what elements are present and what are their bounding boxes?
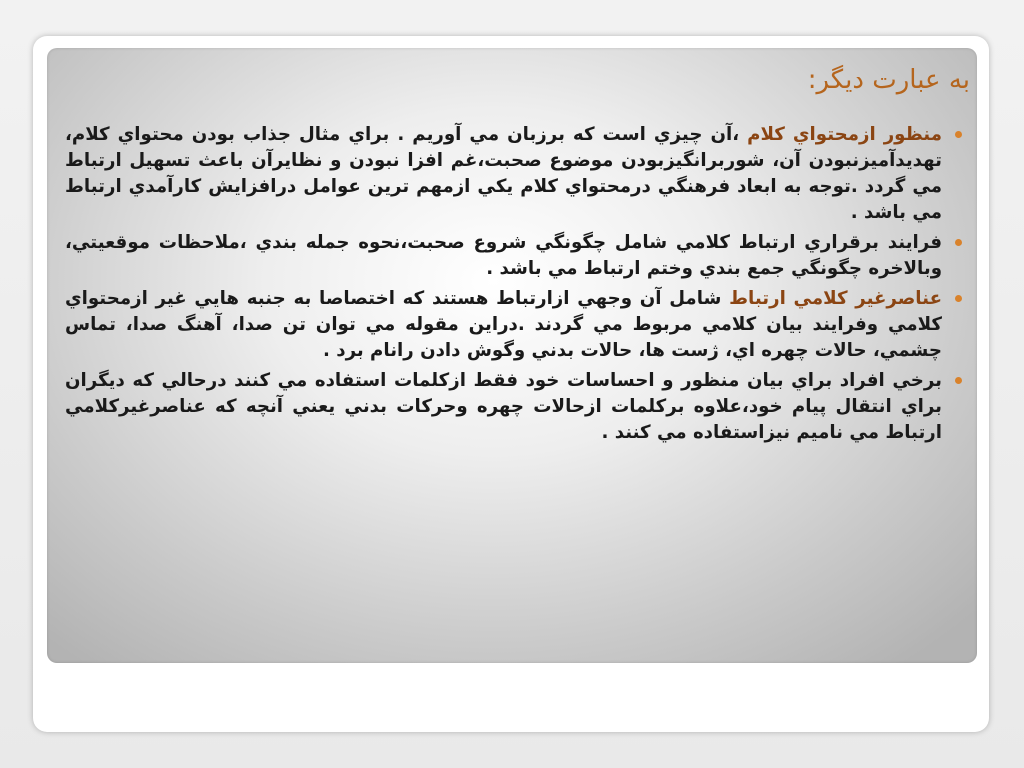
bullet-dot-icon (955, 131, 962, 138)
slide-title: به عبارت ديگر: (807, 65, 970, 95)
bullet-dot-icon (955, 295, 962, 302)
bullet-text: برخي افراد براي بيان منظور و احساسات خود فقط ازكلمات استفاده مي كنند درحالي كه ديگران براي انتقال پيام خود،علاوه بركلمات ازحالات چهره وحركات بدني يعني آنچه كه عناصرغيركلامي ارتباط مي ناميم نيزاستفاده مي كنند . (65, 370, 942, 443)
bullet-text: فرايند برقراري ارتباط كلامي شامل چگونگي شروع صحبت،نحوه جمله بندي ،ملاحظات موقعيتي، وبالاخره چگونگي جمع بندي وختم ارتباط مي باشد . (65, 232, 942, 279)
bullet-list (65, 122, 962, 450)
bullet-item-1 (65, 122, 962, 226)
bullet-highlight: عناصرغير كلامي ارتباط (729, 288, 942, 309)
bullet-text: شامل آن وجهي ازارتباط هستند كه اختصاصا به جنبه هايي غير ازمحتواي كلامي وفرايند بيان كلامي مربوط مي گردند .دراين مقوله مي توان تن صدا، آهنگ صدا، تماس چشمي، حالات چهره اي، ژست ها، حالات بدني وگوش دادن رانام برد . (65, 288, 942, 361)
bullet-highlight: منظور ازمحتواي كلام (747, 124, 942, 145)
bullet-dot-icon (955, 377, 962, 384)
bullet-text: ،آن چيزي است كه برزبان مي آوريم . براي مثال جذاب بودن محتواي كلام، تهديدآميزنبودن آن، شوربرانگيزبودن موضوع صحبت،غم افزا نبودن و نظايرآن باعث تسهيل ارتباط مي گردد .توجه به ابعاد فرهنگي درمحتواي كلام يكي ازمهم ترين عوامل درافزايش كارآمدي ارتباط مي باشد . (65, 124, 942, 223)
bullet-item-3 (65, 286, 962, 364)
bullet-item-2 (65, 230, 962, 282)
bullet-item-4 (65, 368, 962, 446)
bullet-dot-icon (955, 239, 962, 246)
